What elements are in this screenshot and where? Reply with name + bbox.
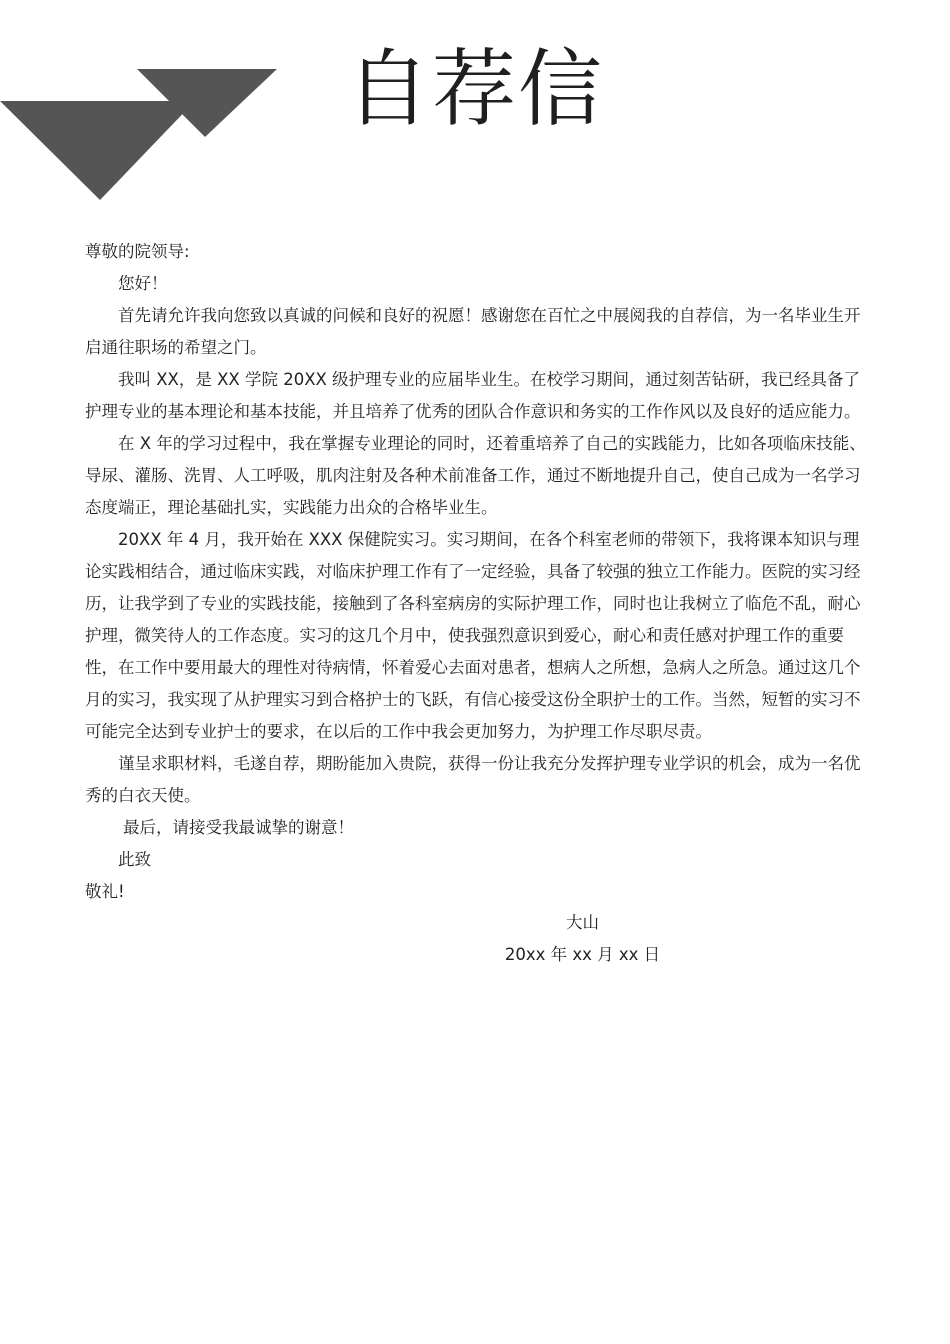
paragraph-skills: 在 X 年的学习过程中，我在掌握专业理论的同时，还着重培养了自己的实践能力，比如各项临床技能、导尿、灌肠、洗胃、人工呼吸，肌肉注射及各种术前准备工作，通过不断地提升自己，使自己成为一名学习态度端正，理论基础扎实，实践能力出众的合格毕业生。 [85,434,866,517]
date: 20xx 年 xx 月 xx 日 [504,945,661,964]
salutation: 尊敬的院领导: [85,242,190,261]
arrow-lower-shape [0,101,195,200]
paragraph-intro: 首先请允许我向您致以真诚的问候和良好的祝愿！感谢您在百忙之中展阅我的自荐信，为一名毕业生开启通往职场的希望之门。 [85,306,861,357]
greeting: 您好！ [118,274,168,293]
closing-regards-2: 敬礼! [85,882,125,901]
paragraph-request: 谨呈求职材料，毛遂自荐，期盼能加入贵院，获得一份让我充分发挥护理专业学识的机会，成为一名优秀的白衣天使。 [85,754,861,805]
paragraph-background: 我叫 XX，是 XX 学院 20XX 级护理专业的应届毕业生。在校学习期间，通过刻苦钻研，我已经具备了护理专业的基本理论和基本技能，并且培养了优秀的团队合作意识和务实的工作作风以及良好的适应能力。 [85,370,861,421]
signature: 大山 [566,913,599,932]
letter-body [85,236,875,908]
closing-regards-1: 此致 [118,850,151,869]
page-title: 自荐信 [345,40,604,138]
closing-thanks: 最后，请接受我最诚挚的谢意！ [123,818,354,837]
arrow-decoration-icon [0,0,280,205]
paragraph-internship: 20XX 年 4 月，我开始在 XXX 保健院实习。实习期间，在各个科室老师的带领下，我将课本知识与理论实践相结合，通过临床实践，对临床护理工作有了一定经验，具备了较强的独立工作能力。医院的实习经历，让我学到了专业的实践技能，接触到了各科室病房的实际护理工作，同时也让我树立了临危不乱，耐心护理，微笑待人的工作态度。实习的这几个月中，使我强烈意识到爱心，耐心和责任感对护理工作的重要性，在工作中要用最大的理性对待病情，怀着爱心去面对患者，想病人之所想，急病人之所急。通过这几个月的实习，我实现了从护理实习到合格护士的飞跃，有信心接受这份全职护士的工作。当然，短暂的实习不可能完全达到专业护士的要求，在以后的工作中我会更加努力，为护理工作尽职尽责。 [85,530,861,741]
